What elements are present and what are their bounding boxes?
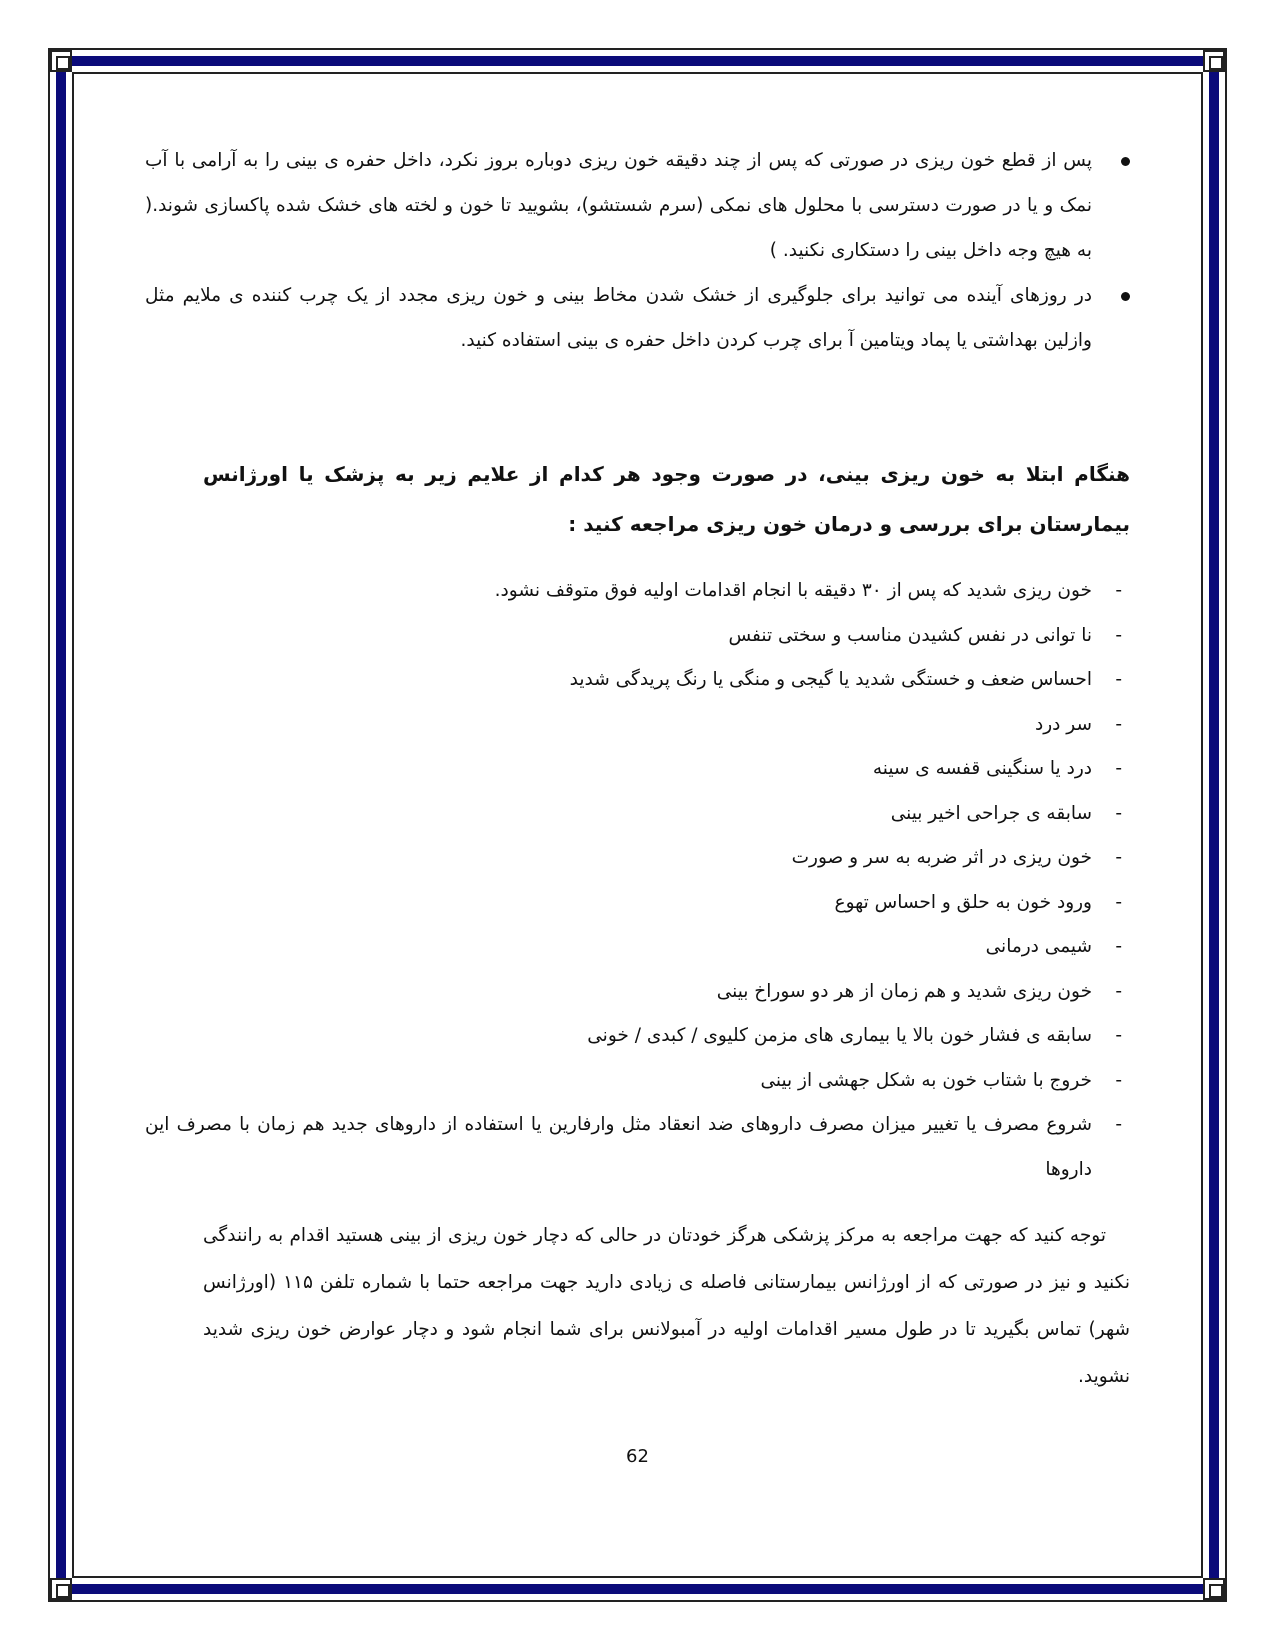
bullet-text: در روزهای آینده می توانید برای جلوگیری از خشک شدن مخاط بینی و خون ریزی مجدد از یک چرب کننده ی ملایم مثل وازلین بهداشتی یا پماد ویتامین آ برای چرب کردن داخل حفره ی بینی استفاده کنید. <box>145 285 1092 351</box>
dash-icon: - <box>1115 891 1122 913</box>
document-body <box>145 138 1130 1400</box>
dash-icon: - <box>1115 1025 1122 1046</box>
list-item <box>145 658 1130 703</box>
bullet-item <box>145 138 1130 273</box>
list-item <box>145 614 1130 659</box>
dash-icon: - <box>1115 624 1122 646</box>
list-item-text: سابقه ی فشار خون بالا یا بیماری های مزمن کلیوی / کبدی / خونی <box>587 1025 1092 1046</box>
list-item-text: خون ریزی در اثر ضربه به سر و صورت <box>791 847 1092 868</box>
list-item-text: خروج با شتاب خون به شکل جهشی از بینی <box>760 1069 1092 1091</box>
bullet-item <box>145 273 1130 363</box>
dash-icon: - <box>1115 669 1122 690</box>
frame-corner-bottom-left <box>50 1578 72 1600</box>
bullet-dot-icon <box>1121 157 1130 166</box>
dash-icon: - <box>1115 580 1122 601</box>
list-item <box>145 703 1130 748</box>
section-heading: هنگام ابتلا به خون ریزی بینی، در صورت وجود هر کدام از علایم زیر به پزشک یا اورژانس بیمارستان برای بررسی و درمان خون ریزی مراجعه کنید : <box>203 462 1130 536</box>
list-item-text: شیمی درمانی <box>985 936 1092 957</box>
list-item <box>145 1103 1130 1192</box>
list-item-text: سابقه ی جراحی اخیر بینی <box>890 802 1092 824</box>
dash-icon: - <box>1115 1114 1122 1135</box>
emergency-note-paragraph: توجه کنید که جهت مراجعه به مرکز پزشکی هرگز خودتان در حالی که دچار خون ریزی از بینی هستید اقدام به رانندگی نکنید و نیز در صورتی که از اورژانس بیمارستانی فاصله ی زیادی دارید جهت مراجعه حتما با شماره تلفن ۱۱۵ (اورژانس شهر) تماس بگیرید تا در طول مسیر اقدامات اولیه در آمبولانس برای شما انجام شود و دچار عوارض خون ریزی شدید نشوید. <box>203 1225 1130 1387</box>
list-item <box>145 747 1130 792</box>
dash-icon: - <box>1115 758 1122 779</box>
list-item <box>145 1014 1130 1059</box>
list-item <box>145 569 1130 614</box>
bullet-text: پس از قطع خون ریزی در صورتی که پس از چند دقیقه خون ریزی دوباره بروز نکرد، داخل حفره ی بینی را به آرامی با آب نمک و یا در صورت دسترسی با محلول های نمکی (سرم شستشو)، بشویید تا خون و لخته های خشک شده پاکسازی شوند.( به هیچ وجه داخل بینی را دستکاری نکنید. ) <box>145 150 1092 261</box>
list-item-text: نا توانی در نفس کشیدن مناسب و سختی تنفس <box>728 624 1092 646</box>
dash-icon: - <box>1115 847 1122 868</box>
dash-icon: - <box>1115 936 1122 957</box>
dash-icon: - <box>1115 980 1122 1002</box>
list-item-text: ورود خون به حلق و احساس تهوع <box>834 891 1092 913</box>
frame-corner-top-left <box>50 50 72 72</box>
list-item-text: خون ریزی شدید که پس از ۳۰ دقیقه با انجام اقدامات اولیه فوق متوقف نشود. <box>494 580 1092 601</box>
list-item <box>145 792 1130 837</box>
list-item <box>145 1059 1130 1104</box>
list-item <box>145 881 1130 926</box>
list-item-text: شروع مصرف یا تغییر میزان مصرف داروهای ضد انعقاد مثل وارفارین یا استفاده از داروهای جدید هم زمان با مصرف این داروها <box>145 1114 1092 1180</box>
list-item-text: سر درد <box>1035 713 1092 735</box>
frame-corner-top-right <box>1203 50 1225 72</box>
list-item-text: درد یا سنگینی قفسه ی سینه <box>872 758 1092 779</box>
warning-signs-list <box>145 569 1130 1192</box>
list-item-text: خون ریزی شدید و هم زمان از هر دو سوراخ بینی <box>716 980 1092 1002</box>
bullet-list <box>145 138 1130 363</box>
list-item <box>145 970 1130 1015</box>
dash-icon: - <box>1115 713 1122 735</box>
page-number: 62 <box>626 1446 649 1467</box>
dash-icon: - <box>1115 1069 1122 1091</box>
list-item <box>145 836 1130 881</box>
frame-corner-bottom-right <box>1203 1578 1225 1600</box>
dash-icon: - <box>1115 802 1122 824</box>
list-item <box>145 925 1130 970</box>
list-item-text: احساس ضعف و خستگی شدید یا گیجی و منگی یا رنگ پریدگی شدید <box>569 669 1092 690</box>
bullet-dot-icon <box>1121 292 1130 301</box>
